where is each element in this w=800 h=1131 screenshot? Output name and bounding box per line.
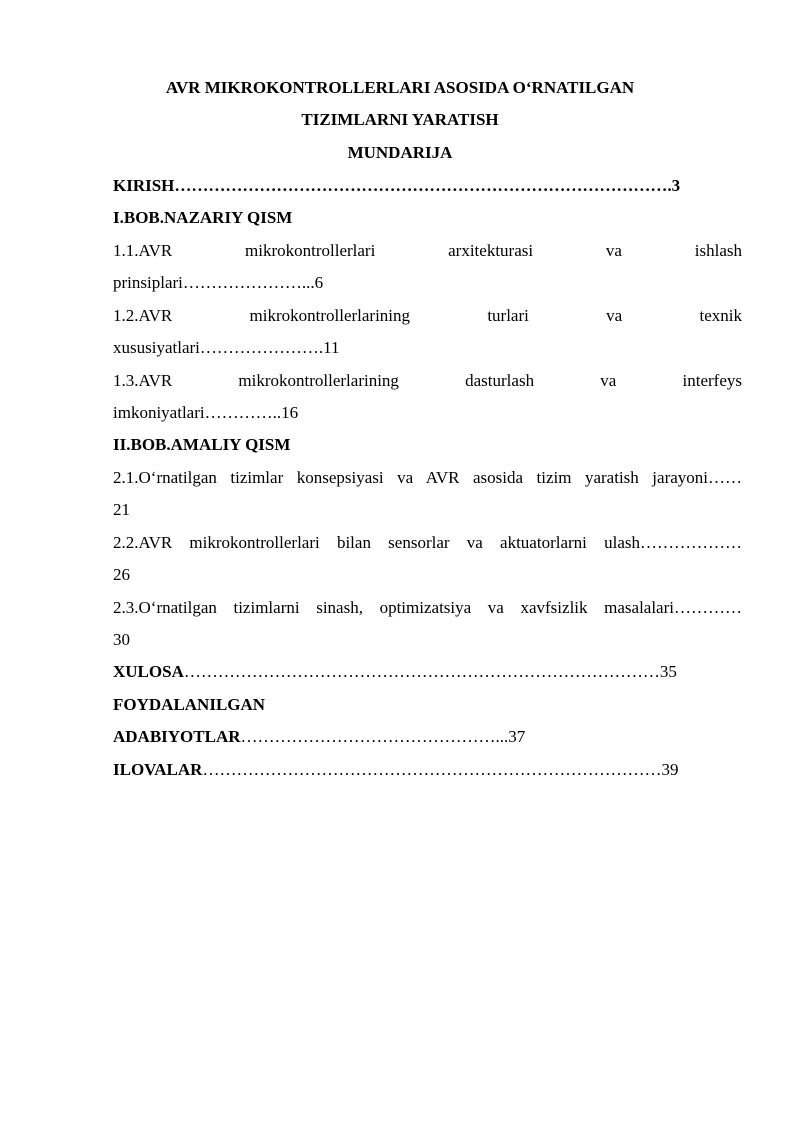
toc-entry-adabiyotlar-leader: ………………………………………...37 — [240, 727, 526, 746]
title-line-1: AVR MIKROKONTROLLERLARI ASOSIDA O‘RNATILGAN — [165, 78, 635, 97]
toc-entry-1-2-line2: xususiyatlari………………….11 — [113, 338, 340, 357]
toc-entry-adabiyotlar-line1: FOYDALANILGAN — [113, 695, 266, 714]
contents-heading: MUNDARIJA — [347, 143, 453, 162]
toc-entry-2-2-line2: 26 — [113, 565, 130, 584]
toc-entry-xulosa — [113, 662, 742, 682]
toc-entry-1-2-line1: 1.2.AVR mikrokontrollerlarining turlari va texnik — [113, 306, 742, 325]
toc-entry-adabiyotlar-label: ADABIYOTLAR — [113, 727, 241, 746]
toc-entry-ilovalar-label: ILOVALAR — [113, 760, 203, 779]
toc-chapter-2-title: II.BOB.AMALIY QISM — [113, 435, 291, 454]
toc-entry-kirish: KIRISH…………………………………………………………………………….3 — [113, 176, 681, 195]
toc-entry-2-1-line2: 21 — [113, 500, 130, 519]
toc-entry-ilovalar-leader: ………………………………………………………………………39 — [202, 760, 679, 779]
toc-entry-2-1-line1: 2.1.O‘rnatilgan tizimlar konsepsiyasi va AVR asosida tizim yaratish jarayoni…… — [113, 468, 742, 487]
toc-entry-1-1-line1: 1.1.AVR mikrokontrollerlari arxitekturasi va ishlash — [113, 241, 742, 260]
toc-entry-xulosa-leader: …………………………………………………………………………35 — [183, 662, 677, 681]
toc-entry-2-3-line2: 30 — [113, 630, 130, 649]
toc-entry-2-3-line1: 2.3.O‘rnatilgan tizimlarni sinash, optimizatsiya va xavfsizlik masalalari………… — [113, 598, 742, 617]
toc-entry-ilovalar — [113, 760, 742, 780]
toc-entry-2-2-line1: 2.2.AVR mikrokontrollerlari bilan sensorlar va aktuatorlarni ulash……………… — [113, 533, 742, 552]
title-line-2: TIZIMLARNI YARATISH — [301, 110, 499, 129]
toc-entry-1-3-line2: imkoniyatlari…………..16 — [113, 403, 299, 422]
toc-entry-1-1-line2: prinsiplari…………………...6 — [113, 273, 324, 292]
toc-entry-xulosa-label: XULOSA — [113, 662, 184, 681]
toc-chapter-1-title: I.BOB.NAZARIY QISM — [113, 208, 293, 227]
toc-entry-adabiyotlar — [113, 727, 742, 747]
toc-entry-1-3-line1: 1.3.AVR mikrokontrollerlarining dasturlash va interfeys — [113, 371, 742, 390]
